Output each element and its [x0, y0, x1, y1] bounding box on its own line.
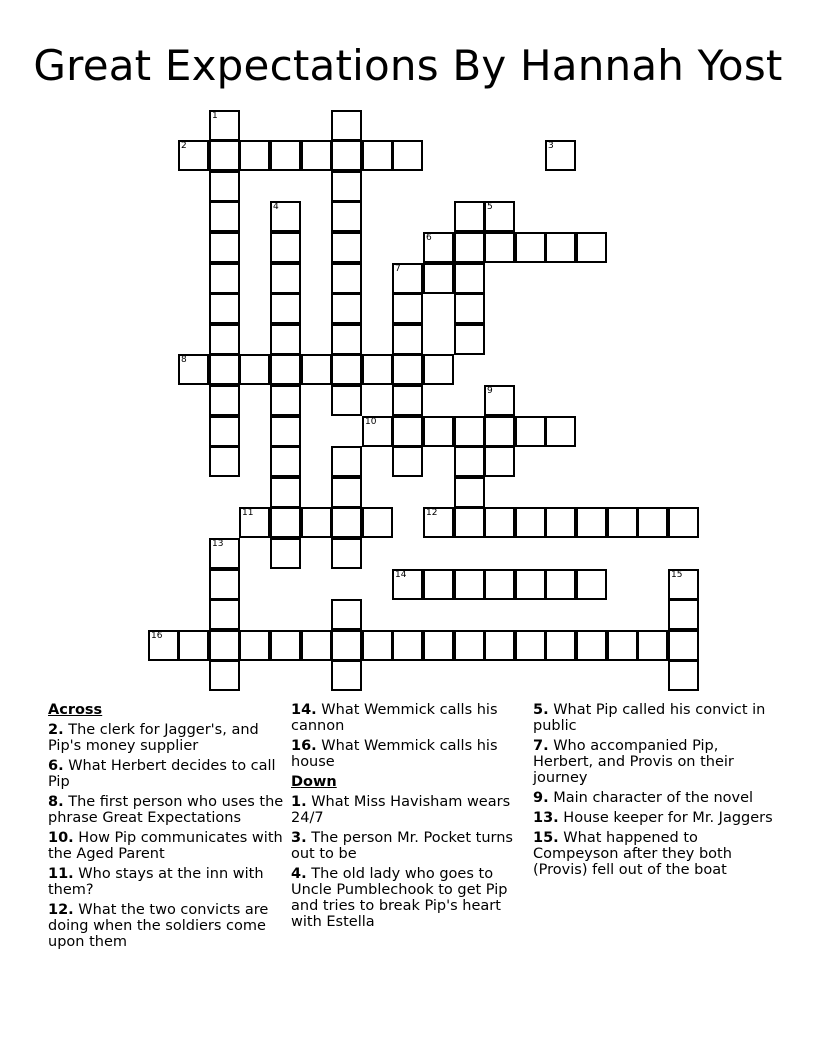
grid-cell[interactable]	[301, 507, 332, 538]
grid-cell[interactable]	[576, 630, 607, 661]
grid-cell[interactable]	[331, 446, 362, 477]
grid-cell[interactable]	[209, 354, 240, 385]
clue-number-label: 5	[487, 202, 493, 212]
clue-down-1	[291, 794, 531, 826]
grid-cell[interactable]	[576, 569, 607, 600]
grid-cell[interactable]	[423, 354, 454, 385]
clue-text: The old lady who goes to Uncle Pumblechook to get Pip and tries to break Pip's heart with Estella	[291, 866, 508, 930]
clue-number: 5.	[533, 702, 549, 718]
clue-number: 1.	[291, 794, 307, 810]
grid-cell[interactable]	[239, 507, 270, 538]
clue-text: What Pip called his convict in public	[533, 702, 766, 734]
grid-cell[interactable]	[239, 354, 270, 385]
clue-across-16	[291, 738, 531, 770]
grid-cell[interactable]	[454, 507, 485, 538]
grid-cell[interactable]	[331, 354, 362, 385]
grid-cell[interactable]	[331, 140, 362, 171]
grid-cell[interactable]	[362, 354, 393, 385]
clue-text: What Wemmick calls his house	[291, 738, 498, 770]
clue-across-2	[48, 722, 288, 754]
grid-cell[interactable]	[209, 660, 240, 691]
grid-cell[interactable]	[178, 630, 209, 661]
clue-text: Who stays at the inn with them?	[48, 866, 264, 898]
grid-cell[interactable]	[423, 263, 454, 294]
grid-cell[interactable]	[270, 354, 301, 385]
clue-number: 9.	[533, 790, 549, 806]
grid-cell[interactable]	[545, 630, 576, 661]
grid-cell[interactable]	[209, 232, 240, 263]
clue-number-label: 12	[426, 508, 438, 518]
clue-number: 3.	[291, 830, 307, 846]
clue-number-label: 7	[395, 264, 401, 274]
grid-cell[interactable]	[209, 599, 240, 630]
grid-cell[interactable]	[270, 140, 301, 171]
grid-cell[interactable]	[392, 324, 423, 355]
clue-number: 12.	[48, 902, 74, 918]
grid-cell[interactable]	[239, 630, 270, 661]
grid-cell[interactable]	[454, 293, 485, 324]
clue-text: The person Mr. Pocket turns out to be	[291, 830, 513, 862]
grid-cell[interactable]	[545, 416, 576, 447]
grid-cell[interactable]	[484, 232, 515, 263]
grid-cell[interactable]	[484, 507, 515, 538]
grid-cell[interactable]	[423, 507, 454, 538]
grid-cell[interactable]	[454, 232, 485, 263]
grid-cell[interactable]	[209, 416, 240, 447]
clue-number-label: 9	[487, 386, 493, 396]
grid-cell[interactable]	[270, 263, 301, 294]
grid-cell[interactable]	[178, 354, 209, 385]
grid-cell[interactable]	[270, 630, 301, 661]
clue-number: 6.	[48, 758, 64, 774]
clue-number-label: 14	[395, 570, 407, 580]
clue-across-14	[291, 702, 531, 734]
clues-column-1	[48, 702, 288, 954]
across-heading: Across	[48, 702, 103, 718]
clue-number: 2.	[48, 722, 64, 738]
grid-cell[interactable]	[331, 110, 362, 141]
grid-cell[interactable]	[545, 507, 576, 538]
clue-text: How Pip communicates with the Aged Parent	[48, 830, 283, 862]
grid-cell[interactable]	[301, 140, 332, 171]
clue-down-7	[533, 738, 773, 786]
grid-cell[interactable]	[392, 385, 423, 416]
grid-cell[interactable]	[331, 477, 362, 508]
grid-cell[interactable]	[515, 569, 546, 600]
grid-cell[interactable]	[270, 507, 301, 538]
clue-text: The clerk for Jagger's, and Pip's money supplier	[48, 722, 259, 754]
clue-number-label: 11	[242, 508, 254, 518]
grid-cell[interactable]	[545, 569, 576, 600]
grid-cell[interactable]	[270, 201, 301, 232]
grid-cell[interactable]	[607, 630, 638, 661]
grid-cell[interactable]	[362, 416, 393, 447]
grid-cell[interactable]	[301, 630, 332, 661]
grid-cell[interactable]	[484, 630, 515, 661]
grid-cell[interactable]	[331, 263, 362, 294]
grid-cell[interactable]	[392, 630, 423, 661]
clue-number: 16.	[291, 738, 317, 754]
grid-cell[interactable]	[668, 507, 699, 538]
grid-cell[interactable]	[331, 324, 362, 355]
grid-cell[interactable]	[331, 293, 362, 324]
clue-text: What the two convicts are doing when the soldiers come upon them	[48, 902, 269, 950]
grid-cell[interactable]	[423, 630, 454, 661]
clue-across-12	[48, 902, 288, 950]
clue-number: 4.	[291, 866, 307, 882]
grid-cell[interactable]	[454, 416, 485, 447]
clue-number-label: 2	[181, 141, 187, 151]
grid-cell[interactable]	[331, 171, 362, 202]
grid-cell[interactable]	[484, 569, 515, 600]
clue-number: 13.	[533, 810, 559, 826]
grid-cell[interactable]	[668, 660, 699, 691]
grid-cell[interactable]	[392, 263, 423, 294]
grid-cell[interactable]	[484, 446, 515, 477]
clue-number: 14.	[291, 702, 317, 718]
clue-number-label: 13	[212, 539, 224, 549]
grid-cell[interactable]	[209, 110, 240, 141]
clue-down-13	[533, 810, 773, 826]
grid-cell[interactable]	[668, 569, 699, 600]
grid-cell[interactable]	[209, 201, 240, 232]
grid-cell[interactable]	[209, 171, 240, 202]
clue-down-4	[291, 866, 531, 930]
grid-cell[interactable]	[454, 263, 485, 294]
grid-cell[interactable]	[331, 630, 362, 661]
grid-cell[interactable]	[392, 354, 423, 385]
grid-cell[interactable]	[331, 507, 362, 538]
clue-number: 8.	[48, 794, 64, 810]
clue-down-15	[533, 830, 773, 878]
clue-number: 7.	[533, 738, 549, 754]
grid-cell[interactable]	[270, 293, 301, 324]
grid-cell[interactable]	[270, 232, 301, 263]
grid-cell[interactable]	[423, 232, 454, 263]
grid-cell[interactable]	[331, 660, 362, 691]
down-heading: Down	[291, 774, 337, 790]
clue-text: What happened to Compeyson after they both (Provis) fell out of the boat	[533, 830, 732, 878]
grid-cell[interactable]	[178, 140, 209, 171]
grid-cell[interactable]	[515, 507, 546, 538]
page-title: Great Expectations By Hannah Yost	[33, 41, 783, 90]
grid-cell[interactable]	[392, 569, 423, 600]
grid-cell[interactable]	[454, 569, 485, 600]
grid-cell[interactable]	[668, 630, 699, 661]
grid-cell[interactable]	[148, 630, 179, 661]
clue-text: Main character of the novel	[553, 790, 754, 806]
clue-number-label: 10	[365, 417, 377, 427]
grid-cell[interactable]	[209, 140, 240, 171]
grid-cell[interactable]	[484, 385, 515, 416]
grid-cell[interactable]	[331, 538, 362, 569]
grid-cell[interactable]	[392, 446, 423, 477]
clue-number-label: 6	[426, 233, 432, 243]
grid-cell[interactable]	[484, 416, 515, 447]
grid-cell[interactable]	[454, 446, 485, 477]
clue-number-label: 15	[671, 570, 683, 580]
grid-cell[interactable]	[454, 630, 485, 661]
clue-down-9	[533, 790, 773, 806]
grid-cell[interactable]	[515, 416, 546, 447]
grid-cell[interactable]	[239, 140, 270, 171]
clue-number: 10.	[48, 830, 74, 846]
clue-across-10	[48, 830, 288, 862]
grid-cell[interactable]	[270, 446, 301, 477]
grid-cell[interactable]	[545, 140, 576, 171]
grid-cell[interactable]	[545, 232, 576, 263]
clue-number-label: 8	[181, 355, 187, 365]
grid-cell[interactable]	[362, 630, 393, 661]
clue-number: 11.	[48, 866, 74, 882]
grid-cell[interactable]	[392, 416, 423, 447]
grid-cell[interactable]	[607, 507, 638, 538]
clue-number-label: 4	[273, 202, 279, 212]
grid-cell[interactable]	[362, 140, 393, 171]
grid-cell[interactable]	[209, 385, 240, 416]
grid-cell[interactable]	[637, 630, 668, 661]
grid-cell[interactable]	[209, 446, 240, 477]
clue-down-3	[291, 830, 531, 862]
clue-text: The first person who uses the phrase Great Expectations	[48, 794, 284, 826]
clue-number: 15.	[533, 830, 559, 846]
grid-cell[interactable]	[270, 538, 301, 569]
clue-number-label: 16	[151, 631, 163, 641]
grid-cell[interactable]	[331, 232, 362, 263]
clues-column-3	[533, 702, 773, 882]
grid-cell[interactable]	[209, 263, 240, 294]
grid-cell[interactable]	[209, 569, 240, 600]
grid-cell[interactable]	[331, 599, 362, 630]
grid-cell[interactable]	[637, 507, 668, 538]
clue-text: House keeper for Mr. Jaggers	[563, 810, 773, 826]
grid-cell[interactable]	[423, 416, 454, 447]
clue-text: Who accompanied Pip, Herbert, and Provis on their journey	[533, 738, 734, 786]
grid-cell[interactable]	[331, 385, 362, 416]
grid-cell[interactable]	[362, 507, 393, 538]
clue-number-label: 1	[212, 111, 218, 121]
grid-cell[interactable]	[392, 293, 423, 324]
grid-cell[interactable]	[209, 324, 240, 355]
grid-cell[interactable]	[209, 630, 240, 661]
clue-across-8	[48, 794, 288, 826]
grid-cell[interactable]	[515, 630, 546, 661]
clue-text: What Miss Havisham wears 24/7	[291, 794, 511, 826]
grid-cell[interactable]	[301, 354, 332, 385]
clue-text: What Wemmick calls his cannon	[291, 702, 498, 734]
grid-cell[interactable]	[454, 324, 485, 355]
clues-column-2	[291, 702, 531, 934]
clue-text: What Herbert decides to call Pip	[48, 758, 276, 790]
grid-cell[interactable]	[484, 201, 515, 232]
grid-cell[interactable]	[270, 324, 301, 355]
grid-cell[interactable]	[454, 201, 485, 232]
grid-cell[interactable]	[392, 140, 423, 171]
grid-cell[interactable]	[423, 569, 454, 600]
grid-cell[interactable]	[576, 507, 607, 538]
grid-cell[interactable]	[209, 538, 240, 569]
grid-cell[interactable]	[515, 232, 546, 263]
grid-cell[interactable]	[270, 416, 301, 447]
grid-cell[interactable]	[331, 201, 362, 232]
grid-cell[interactable]	[454, 477, 485, 508]
clue-number-label: 3	[548, 141, 554, 151]
grid-cell[interactable]	[270, 477, 301, 508]
grid-cell[interactable]	[576, 232, 607, 263]
grid-cell[interactable]	[668, 599, 699, 630]
clue-down-5	[533, 702, 773, 734]
grid-cell[interactable]	[270, 385, 301, 416]
clue-across-6	[48, 758, 288, 790]
clue-across-11	[48, 866, 288, 898]
grid-cell[interactable]	[209, 293, 240, 324]
